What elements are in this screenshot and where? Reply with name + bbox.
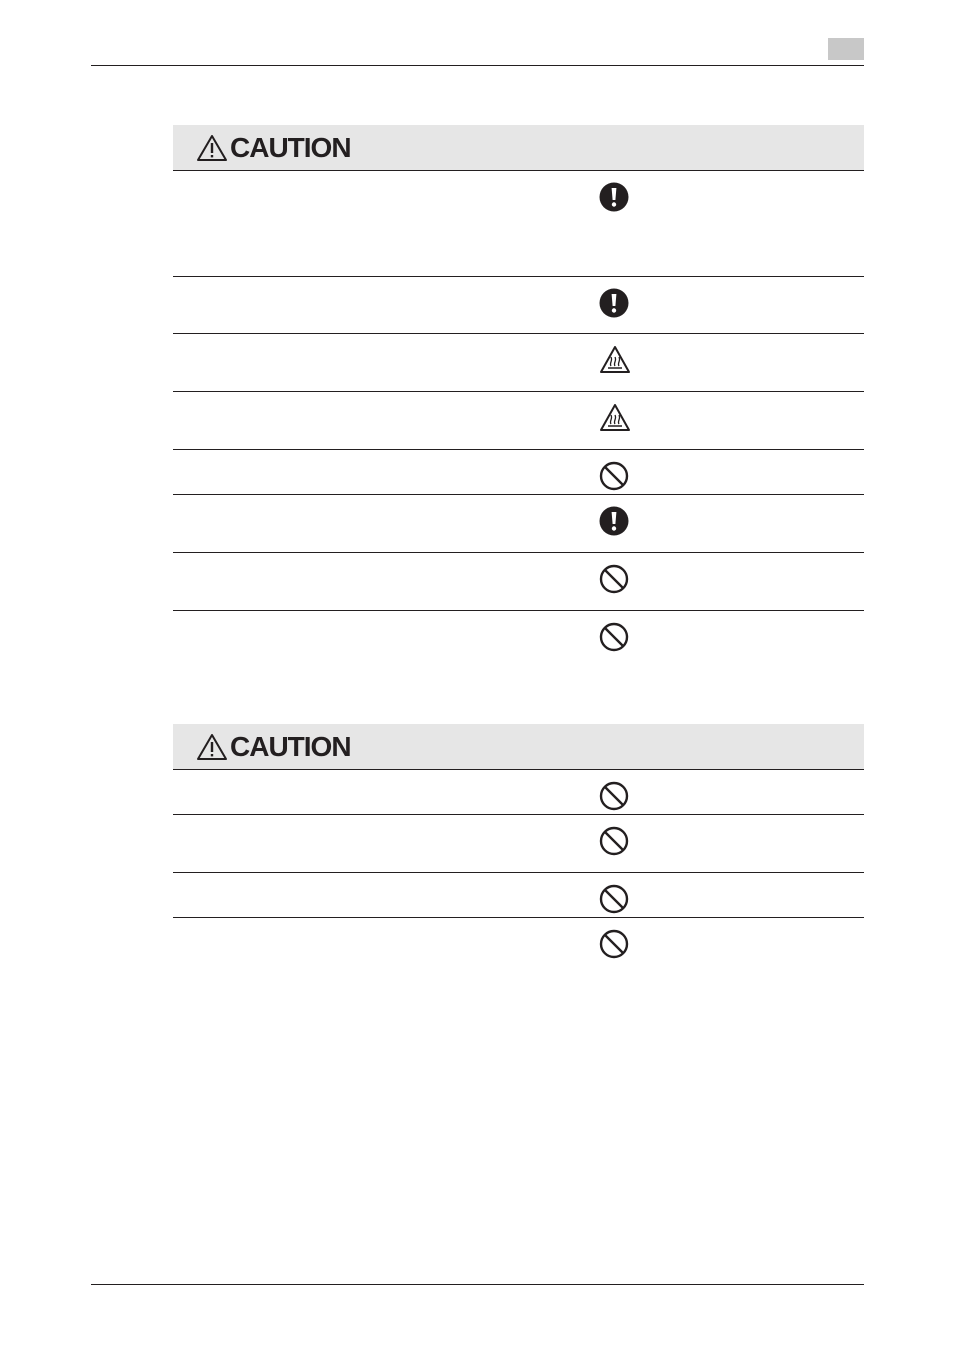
caution-title xyxy=(196,131,351,163)
caution-header xyxy=(173,724,864,770)
table-row xyxy=(173,611,864,671)
warning-triangle-icon xyxy=(196,733,228,761)
caution-label: CAUTION xyxy=(230,730,351,762)
caution-table-1 xyxy=(173,125,864,671)
table-row xyxy=(173,815,864,873)
warning-triangle-icon xyxy=(196,134,228,162)
table-row xyxy=(173,918,864,978)
hot-surface-icon xyxy=(599,345,629,375)
caution-table-2 xyxy=(173,724,864,978)
caution-label: CAUTION xyxy=(230,131,351,163)
prohibition-icon xyxy=(599,781,629,811)
table-row xyxy=(173,171,864,277)
table-row xyxy=(173,553,864,611)
table-row xyxy=(173,392,864,450)
prohibition-icon xyxy=(599,826,629,856)
exclamation-icon xyxy=(599,288,629,318)
table-row xyxy=(173,873,864,918)
prohibition-icon xyxy=(599,884,629,914)
caution-title xyxy=(196,730,351,762)
table-row xyxy=(173,334,864,392)
exclamation-icon xyxy=(599,182,629,212)
prohibition-icon xyxy=(599,929,629,959)
table-row xyxy=(173,450,864,495)
page-number-tab xyxy=(828,38,864,60)
hot-surface-icon xyxy=(599,403,629,433)
exclamation-icon xyxy=(599,506,629,536)
header-rule xyxy=(91,65,864,66)
prohibition-icon xyxy=(599,461,629,491)
prohibition-icon xyxy=(599,564,629,594)
footer-rule xyxy=(91,1284,864,1285)
table-row xyxy=(173,770,864,815)
caution-header xyxy=(173,125,864,171)
table-row xyxy=(173,495,864,553)
prohibition-icon xyxy=(599,622,629,652)
table-row xyxy=(173,277,864,334)
